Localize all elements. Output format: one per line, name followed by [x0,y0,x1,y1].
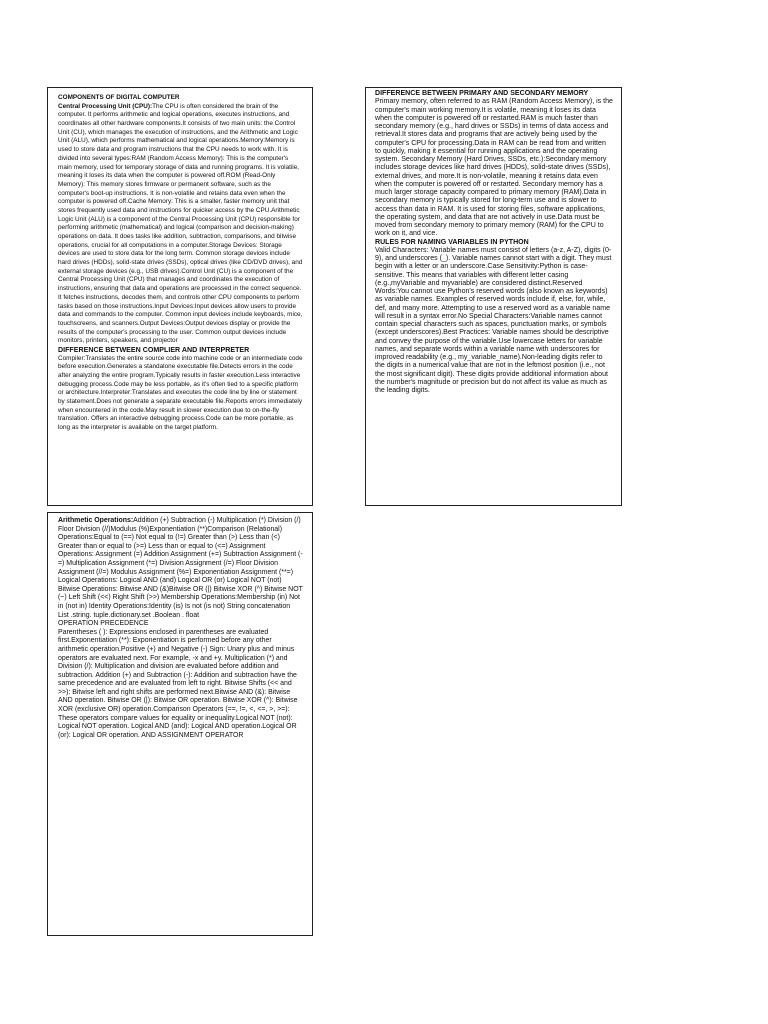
section-heading: DIFFERENCE BETWEEN COMPLIER AND INTERPRETER [58,345,250,354]
section-heading: DIFFERENCE BETWEEN PRIMARY AND SECONDARY MEMORY [375,90,589,97]
body-text [58,103,303,346]
python-operators-box [47,512,313,936]
body-text [58,517,303,612]
precedence-heading: OPERATION PRECEDENCE [58,620,149,628]
primary-secondary-memory-box [365,87,622,506]
precedence-paragraph: Parentheses ( ): Expressions enclosed in parentheses are evaluated first.Exponentiation (**): Exponentiation is performed before any other arithmetic operation.Positive (+) and Negative (-) Sign: Unary plus and minus operators are evaluated next. For example, -x and +y. Multiplication (*) and Division (/): Multiplication and division are evaluated before addition and subtraction. Addition (+) and Subtraction (-): Addition and subtraction have the same precedence and are evaluated from left to right. Bitwise Shifts (<< and >>): Bitwise left and right shifts are performed next.Bitwise AND (&): Bitwise AND operation. Bitwise OR (|): Bitwise OR operation. Bitwise XOR (^): Bitwise XOR (exclusive OR) operation.Comparison Operators (==, !=, <, <=, >, >=): These operators compare values for equality or inequality.Logical NOT (not): Logical NOT operation. Logical AND (and): Logical AND operation.Logical OR (or): Logical OR operation. AND ASSIGNMENT OPERATOR [58,628,298,739]
arithmetic-label: Arithmetic Operations: [58,517,134,524]
variable-rules-paragraph: Valid Characters: Variable names must consist of letters (a-z, A-Z), digits (0-9), and underscores (_). Variable names cannot start with a digit. They must begin with a letter or an underscore.Case Sensitivity:Python is case-sensitive. This means that variables with different letter casing (e.g.,myVariable and myvariable) are considered distinct.Reserved Words:You cannot use Python's reserved words (also known as keywords) as variable names. Examples of reserved words include if, else, for, while, def, and many more. Attempting to use a reserved word as a variable name will result in a syntax error.No Special Characters:Variable names cannot contain special characters such as spaces, punctuation marks, or symbols (except underscores).Best Practices: Variable names should be descriptive and convey the purpose of the variable.Use lowercase letters for variable names, and separate words within a variable name with underscores for improved readability (e.g., my_variable_name).Non-leading digits refer to the digits in a numerical value that are not in the leftmost position (i.e., not the most significant digit). These digits provide additional information about the number's magnitude or precision but do not affect its value as much as the leading digits. [375,246,612,394]
section-heading: RULES FOR NAMING VARIABLES IN PYTHON [375,238,529,246]
section-heading: COMPONENTS OF DIGITAL COMPUTER [58,94,180,101]
memory-paragraph: Primary memory, often referred to as RAM (Random Access Memory), is the computer's main working memory.It is volatile, meaning it loses its data when the computer is powered off or restarted.RAM is much faster than secondary memory (e.g., hard drives or SSDs) in terms of data access and retrieval.It stores data and programs that are actively being used by the computer's CPU for processing.Data in RAM can be read from and written to quickly, making it essential for running applications and the operating system. Secondary Memory (Hard Drives, SSDs, etc.):Secondary memory includes storage devices like hard drives (HDDs), solid-state drives (SSDs), external drives, and more.It is non-volatile, meaning it retains data even when the computer is powered off or restarted. Secondary memory has a much larger storage capacity compared to primary memory (RAM).Data in secondary memory is typically stored for long-term use and is slower to access than data in RAM. It is used for storing files, software applications, the operating system, and data that are not actively in use.Data must be moved from secondary memory to primary memory (RAM) for the CPU to work on it, and vice. [375,98,613,238]
components-of-digital-computer-box [47,87,313,506]
cpu-label: Central Processing Unit (CPU): [58,102,153,110]
data-types-line: List .string. tuple.dictionary.set .Boolean . float [58,611,200,619]
operators-paragraph: Addition (+) Subtraction (-) Multiplication (*) Division (/) Floor Division (//)Modulus (%)Exponentiation (**)Comparison (Relational) Operations:Equal to (==) Not equal to (!=) Greater than (>) Less than (<) Greater than or equal to (>=) Less than or equal to (<=) Assignment Operations: Assignment (=) Addition Assignment (+=) Subtraction Assignment (-=) Multiplication Assignment (*=) Division Assignment (/=) Floor Division Assignment (//=) Modulus Assignment (%=) Exponentiation Assignment (**=) Logical Operations: Logical AND (and) Logical OR (or) Logical NOT (not) Bitwise Operations: Bitwise AND (&)Bitwise OR (|) Bitwise XOR (^) Bitwise NOT (~) Left Shift (<<) Right Shift (>>) Membership Operations:Membership (in) Not in (not in) Identity Operations:Identity (is) Is not (is not) String concatenation [58,517,303,610]
compiler-interpreter-paragraph: Compiler:Translates the entire source code into machine code or an intermediate code before execution.Generates a standalone executable file.Detects errors in the code after analyzing the entire program.Typically results in faster execution.Less interactive debugging process.Code may be less portable, as it's often tied to a specific platform or architecture.Interpreter:Translates and executes the code line by line or statement by statement.Does not generate a separate executable file.Reports errors immediately when encountered in the code.May result in slower execution due to on-the-fly translation. Offers an interactive debugging process.Code can be more portable, as long as the interpreter is available on the target platform. [58,354,303,432]
cpu-paragraph: The CPU is often considered the brain of the computer. It performs arithmetic and logical operations, executes instructions, and coordinates all other hardware components.It consists of two main units: the Control Unit (CU), which manages the execution of instructions, and the Arithmetic and Logic Unit (ALU), which performs mathematical and logical operations.Memory:Memory is used to store data and program instructions that the CPU needs to work with. It is divided into several types:RAM (Random Access Memory): This is the computer's main memory, used for temporary storage of data and running programs. It is volatile, meaning it loses its data when the computer is powered off.ROM (Read-Only Memory): This memory stores firmware or permanent software, such as the computer's boot-up instructions. It is non-volatile and retains data even when the computer is powered off.Cache Memory: This is a smaller, faster memory unit that stores frequently used data and instructions for quicker access by the CPU.Arithmetic Logic Unit (ALU) is a component of the Central Processing Unit (CPU) responsible for performing arithmetic (mathematical) and logical (comparison and decision-making) operations on data. It does tasks like addition, subtraction, comparisons, and bitwise operations, crucial for all computations in a computer.Storage Devices: Storage devices are used to store data for the long term. Common storage devices include hard drives (HDDs), solid-state drives (SSDs), optical drives (like CD/DVD drives), and external storage devices (e.g., USB drives).Control Unit (CU) is a component of the Central Processing Unit (CPU) that manages and coordinates the execution of instructions, ensuring that data and operations are processed in the correct sequence. It fetches instructions, decodes them, and controls other CPU components to perform tasks based on those instructions.Input Devices:Input devices allow users to provide data and commands to the computer. Common input devices include keyboards, mice, touchscreens, and scanners.Output Devices:Output devices display or provide the results of the computer's processing to the user. Common output devices include monitors, printers, speakers, and projector [58,102,303,345]
